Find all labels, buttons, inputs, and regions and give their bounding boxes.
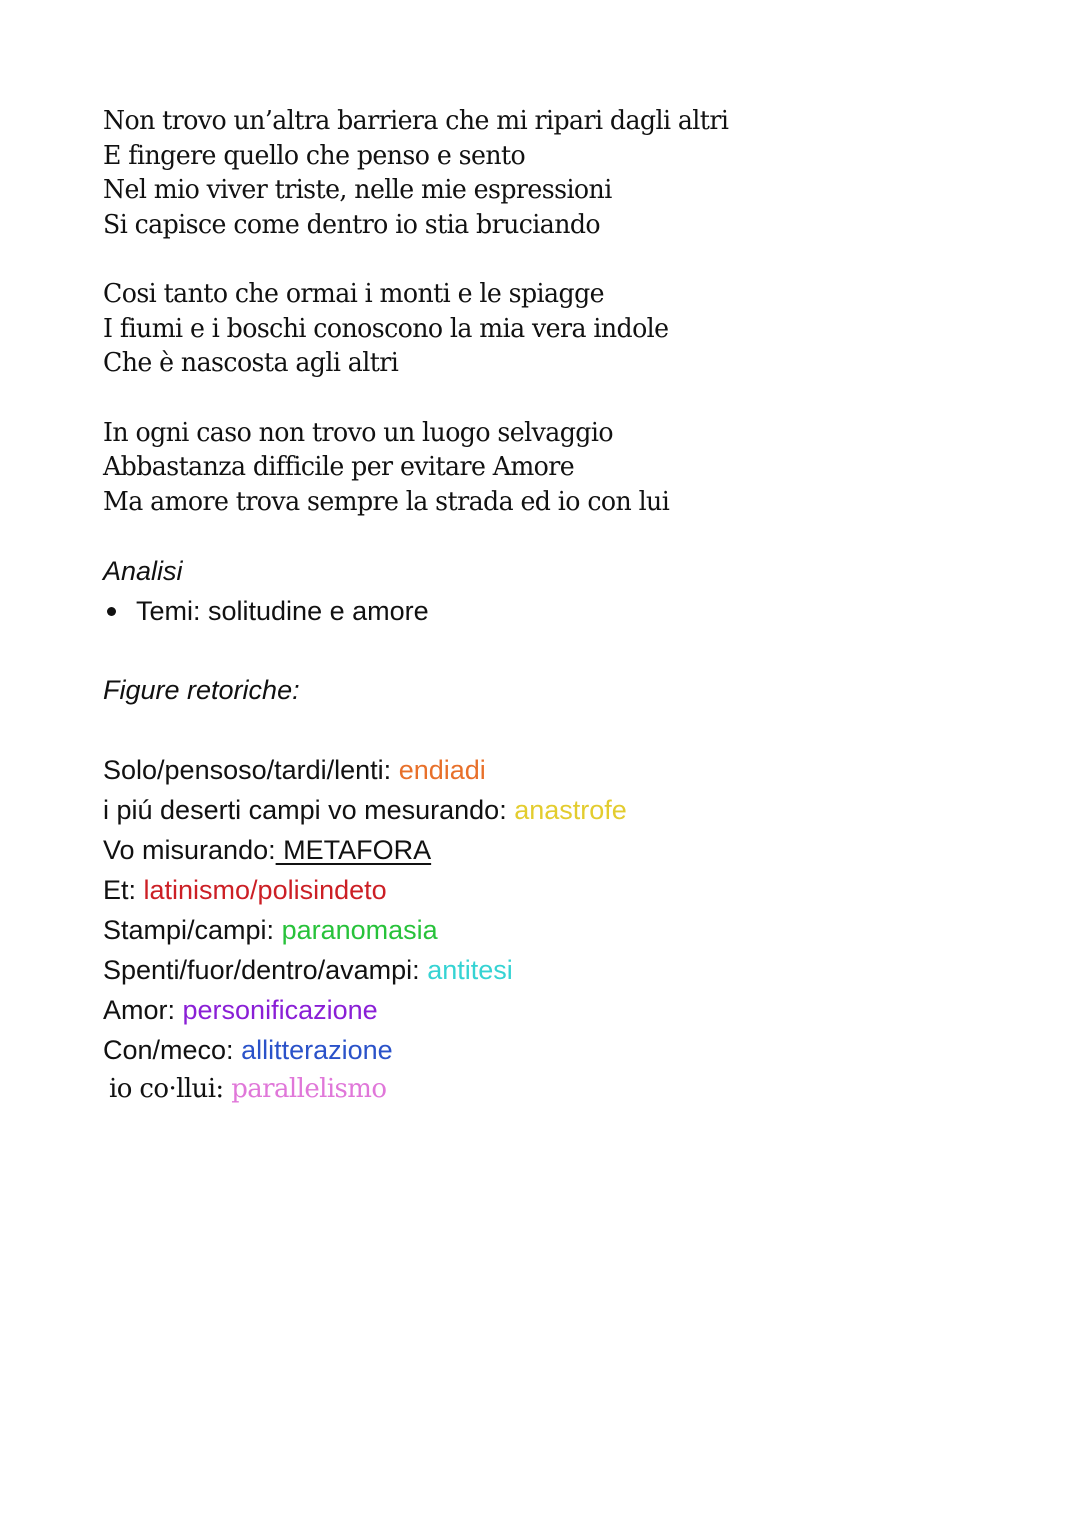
figures-heading: Figure retoriche: bbox=[103, 675, 300, 705]
figure-name: personificazione bbox=[182, 995, 378, 1025]
figure-row bbox=[103, 1030, 627, 1070]
poem-line: E fingere quello che penso e sento bbox=[103, 140, 526, 171]
figure-term: Solo/pensoso/tardi/lenti: bbox=[103, 755, 399, 785]
figure-name: paranomasia bbox=[281, 915, 438, 945]
poem-stanza-1 bbox=[103, 104, 976, 242]
figure-row bbox=[103, 750, 627, 790]
document-page bbox=[103, 104, 1003, 1104]
figure-name: METAFORA bbox=[275, 835, 432, 865]
figure-term: i piú deserti campi vo mesurando: bbox=[103, 795, 515, 825]
poem bbox=[103, 104, 976, 519]
figure-row bbox=[103, 1070, 627, 1108]
figure-term: Spenti/fuor/dentro/avampi: bbox=[103, 955, 428, 985]
figure-term: Stampi/campi: bbox=[103, 915, 282, 945]
poem-line: Abbastanza difficile per evitare Amore bbox=[103, 452, 575, 482]
figure-name: antitesi bbox=[427, 955, 513, 985]
bullet-text: Temi: solitudine e amore bbox=[136, 596, 429, 626]
figure-row bbox=[103, 870, 627, 910]
figure-row bbox=[103, 830, 627, 870]
figure-name: anastrofe bbox=[514, 795, 627, 825]
poem-stanza-3 bbox=[103, 416, 976, 520]
figure-row bbox=[103, 990, 627, 1030]
figure-term: Vo misurando: bbox=[103, 835, 276, 865]
figure-row bbox=[103, 790, 627, 830]
poem-line: In ogni caso non trovo un luogo selvaggio bbox=[103, 417, 613, 448]
poem-line: Cosi tanto che ormai i monti e le spiagge bbox=[103, 279, 604, 309]
figure-row bbox=[103, 910, 627, 950]
poem-stanza-2 bbox=[103, 277, 976, 381]
poem-line: Non trovo un’altra barriera che mi ripari dagli altri bbox=[103, 106, 729, 136]
poem-line: Si capisce come dentro io stia bruciando bbox=[103, 209, 601, 240]
figures-list bbox=[103, 750, 627, 1108]
figure-term: Amor: bbox=[103, 995, 183, 1025]
bullet-icon bbox=[107, 607, 116, 616]
figure-name: endiadi bbox=[398, 755, 486, 785]
figure-name: latinismo/polisindeto bbox=[143, 875, 387, 905]
figure-name: parallelismo bbox=[231, 1074, 387, 1104]
figure-name: allitterazione bbox=[241, 1035, 393, 1065]
poem-line: Ma amore trova sempre la strada ed io con lui bbox=[103, 486, 670, 517]
figure-term: Con/meco: bbox=[103, 1035, 242, 1065]
analysis-heading: Analisi bbox=[103, 556, 183, 586]
figure-term: Et: bbox=[103, 875, 144, 905]
poem-line: Che è nascosta agli altri bbox=[103, 348, 399, 378]
poem-line: I fiumi e i boschi conoscono la mia vera indole bbox=[103, 313, 669, 344]
figure-term: io co·llui: bbox=[109, 1074, 232, 1104]
figure-row bbox=[103, 950, 627, 990]
analysis-bullet-item bbox=[103, 591, 429, 631]
poem-line: Nel mio viver triste, nelle mie espressioni bbox=[103, 175, 612, 205]
